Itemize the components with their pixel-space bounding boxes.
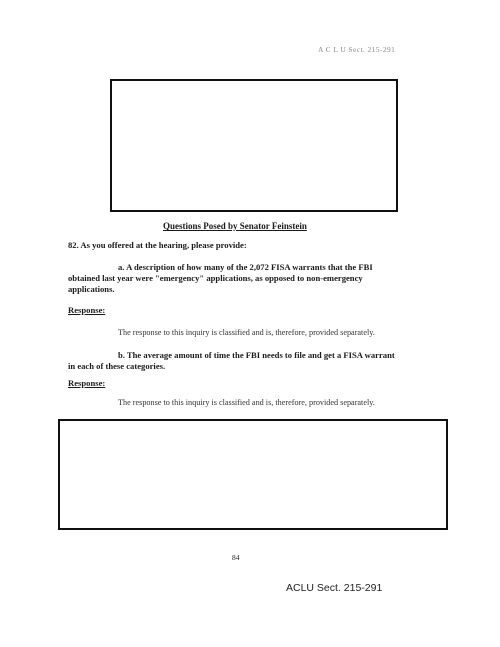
question-82a-line1: a. A description of how many of the 2,072 FISA warrants that the FBI [118, 262, 373, 272]
response-text-a: The response to this inquiry is classified and is, therefore, provided separately. [118, 328, 375, 337]
header-mark: A C L U Sect. 215-291 [318, 45, 396, 54]
question-82b-line2: in each of these categories. [68, 361, 166, 371]
question-82a-line2: obtained last year were "emergency" applications, as opposed to non-emergency [68, 273, 363, 283]
redaction-box-bottom [58, 419, 448, 530]
page-number: 84 [232, 553, 240, 562]
section-heading: Questions Posed by Senator Feinstein [163, 221, 307, 231]
response-label-b: Response: [68, 378, 106, 388]
response-label-a: Response: [68, 305, 106, 315]
question-82a-line3: applications. [68, 284, 115, 294]
redaction-box-top [110, 79, 398, 212]
question-82b-line1: b. The average amount of time the FBI needs to file and get a FISA warrant [118, 350, 395, 360]
response-text-b: The response to this inquiry is classified and is, therefore, provided separately. [118, 398, 375, 407]
footer-reference: ACLU Sect. 215-291 [286, 582, 383, 594]
question-82-intro: 82. As you offered at the hearing, please provide: [68, 240, 247, 250]
